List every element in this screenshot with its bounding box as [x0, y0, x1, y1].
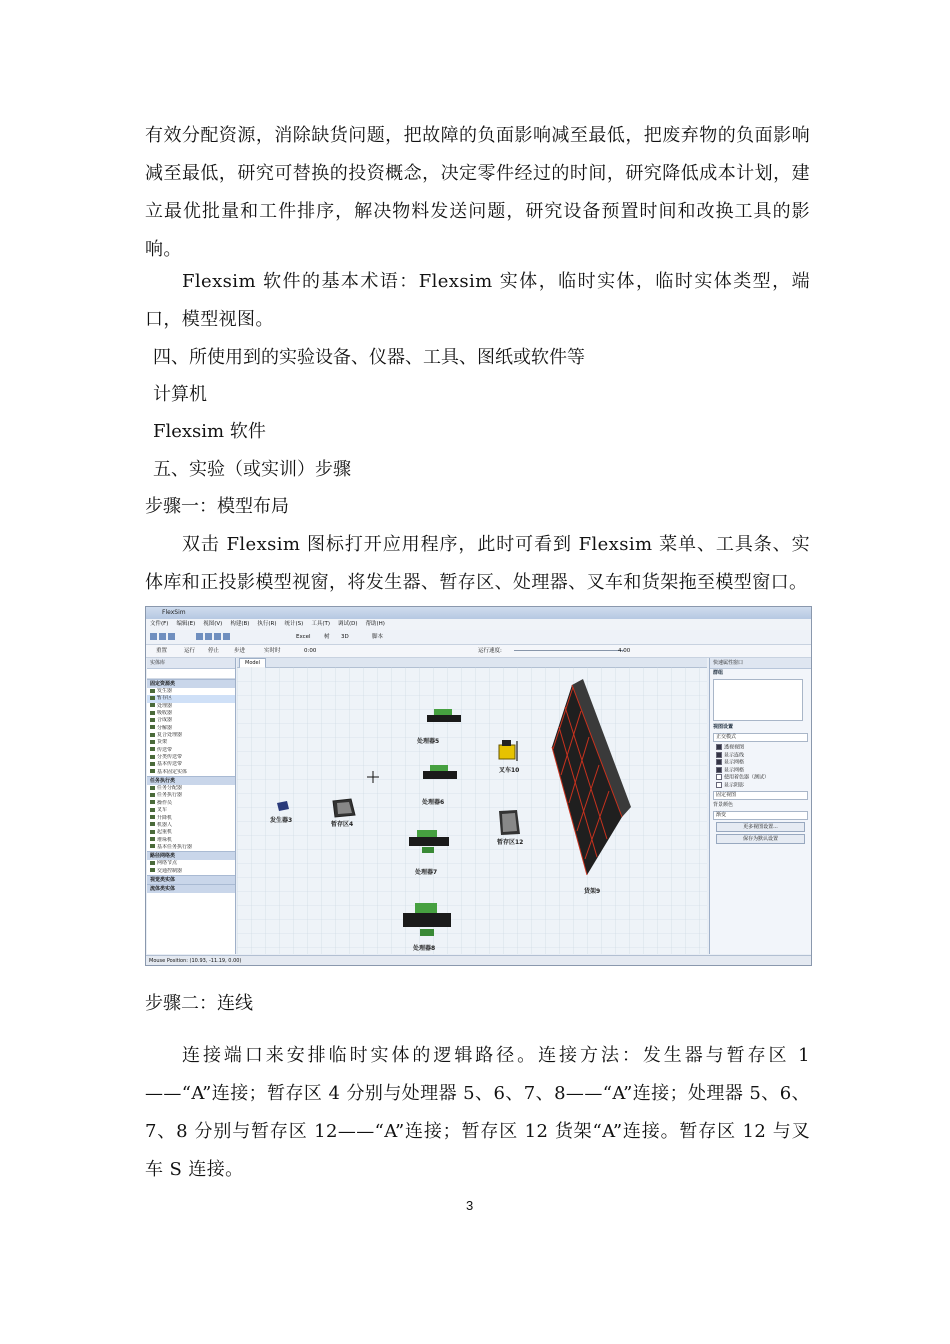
- toolbar-tree[interactable]: 树: [324, 634, 330, 640]
- toolbar: [146, 630, 811, 645]
- connect-icon[interactable]: [205, 633, 212, 640]
- view-checkbox[interactable]: [710, 774, 811, 782]
- library-item[interactable]: [147, 822, 235, 829]
- view-checkbox[interactable]: [710, 744, 811, 752]
- unchecked-box-icon[interactable]: [716, 782, 722, 788]
- view-checkbox-label: 显示连线: [724, 752, 745, 758]
- checked-box-icon[interactable]: [716, 744, 722, 750]
- view-mode-select[interactable]: 正交模式: [713, 733, 808, 742]
- library-item-label: 处理器: [157, 702, 173, 709]
- library-item[interactable]: [147, 829, 235, 836]
- library-item-icon: [150, 844, 155, 848]
- section-heading-equipment: 四、所使用到的实验设备、仪器、工具、图纸或软件等: [153, 347, 585, 368]
- run-speed-label: 运行速度:: [478, 648, 502, 654]
- library-item[interactable]: [147, 815, 235, 822]
- menu-build[interactable]: 构建(B): [230, 621, 250, 627]
- stop-button[interactable]: 停止: [208, 648, 220, 654]
- source-label: 发生器3: [270, 817, 293, 824]
- run-control-bar: [146, 645, 811, 658]
- library-item[interactable]: [147, 754, 235, 761]
- library-item[interactable]: [147, 807, 235, 814]
- run-speed-slider[interactable]: [514, 650, 624, 651]
- library-item-label: 暂存区: [157, 695, 173, 702]
- library-item-label: 叉车: [157, 807, 168, 814]
- view-checkbox-label: 显示阴影: [724, 782, 745, 788]
- library-item[interactable]: [147, 860, 235, 867]
- list-item-computer: 计算机: [153, 384, 207, 405]
- library-item-icon: [150, 793, 155, 797]
- rack-label: 货架9: [584, 888, 601, 895]
- library-item[interactable]: [147, 800, 235, 807]
- quick-properties-panel: [709, 658, 811, 954]
- library-item[interactable]: [147, 739, 235, 746]
- library-item-label: 吸收器: [157, 710, 173, 717]
- window-title: FlexSim: [162, 609, 186, 616]
- library-item-label: 发生器: [157, 688, 173, 694]
- forklift-label: 叉车10: [499, 767, 520, 774]
- model-scene[interactable]: [237, 667, 707, 954]
- library-item[interactable]: [147, 695, 235, 702]
- processor7-label: 处理器7: [415, 869, 438, 876]
- library-category[interactable]: 视觉类实体: [147, 875, 235, 884]
- library-item-icon: [150, 725, 155, 729]
- new-icon[interactable]: [150, 633, 157, 640]
- queue4-object[interactable]: [331, 799, 355, 828]
- menu-debug[interactable]: 调试(D): [337, 621, 358, 627]
- checked-box-icon[interactable]: [716, 752, 722, 758]
- group-list[interactable]: [713, 679, 803, 721]
- library-item-icon: [150, 703, 155, 707]
- view-checkboxes: [710, 744, 811, 789]
- library-item-label: 分解器: [157, 724, 173, 731]
- library-title: 实体库: [147, 658, 235, 669]
- paragraph-step1: 双击 Flexsim 图标打开应用程序，此时可看到 Flexsim 菜单、工具条、实体库和正投影模型视窗，将发生器、暂存区、处理器、叉车和货架拖至模型窗口。: [145, 534, 810, 593]
- library-item-icon: [150, 769, 155, 773]
- library-item[interactable]: [147, 688, 235, 695]
- library-item-label: 起重机: [157, 829, 173, 836]
- library-item-label: 基本任务执行器: [157, 843, 193, 850]
- library-item-icon: [150, 733, 155, 737]
- library-item-icon: [150, 718, 155, 722]
- library-item-label: 网络节点: [157, 860, 178, 867]
- queue4-label: 暂存区4: [331, 821, 354, 828]
- toolbar-3d[interactable]: 3D: [341, 634, 349, 640]
- library-item-icon: [150, 861, 155, 865]
- library-item[interactable]: [147, 732, 235, 739]
- flexsim-screenshot: [145, 606, 812, 966]
- library-item[interactable]: [147, 844, 235, 851]
- menu-tools[interactable]: 工具(T): [311, 621, 330, 627]
- library-item-label: 任务分配器: [157, 785, 183, 792]
- checked-box-icon[interactable]: [716, 759, 722, 765]
- library-item[interactable]: [147, 747, 235, 754]
- select-icon[interactable]: [196, 633, 203, 640]
- reset-button[interactable]: 重置: [156, 648, 168, 654]
- library-item-icon: [150, 868, 155, 872]
- paragraph-terms: Flexsim 软件的基本术语：Flexsim 实体，临时实体，临时实体类型，端口，模型视图。: [145, 271, 810, 330]
- library-item-label: 基本固定实体: [157, 768, 188, 775]
- library-item-label: 基本传送带: [157, 761, 183, 768]
- library-item-icon: [150, 786, 155, 790]
- view-checkbox-label: 使用着色器（测试）: [724, 774, 770, 781]
- library-item-label: 传送带: [157, 746, 173, 753]
- library-item-icon: [150, 815, 155, 819]
- list-item-software: Flexsim 软件: [153, 421, 266, 442]
- view-checkbox-label: 显示网格: [724, 767, 745, 773]
- library-category[interactable]: 路径网络类: [147, 851, 235, 860]
- processor8-label: 处理器8: [413, 945, 436, 952]
- view-checkbox-label: 透视视图: [724, 744, 745, 751]
- library-item[interactable]: [147, 717, 235, 724]
- toolbar-script[interactable]: 脚本: [372, 634, 384, 640]
- library-item[interactable]: [147, 837, 235, 844]
- library-item-icon: [150, 755, 155, 759]
- toolbar-excel[interactable]: Excel: [296, 634, 311, 640]
- library-item-icon: [150, 747, 155, 751]
- processor6-label: 处理器6: [422, 799, 445, 806]
- queue12-label: 暂存区12: [497, 839, 524, 846]
- library-category[interactable]: 固定资源类: [147, 679, 235, 688]
- library-item-label: 操作员: [157, 799, 173, 806]
- view-checkbox-label: 显示网格: [724, 759, 745, 766]
- paragraph-resources: 有效分配资源，消除缺货问题，把故障的负面影响减至最低，把废弃物的负面影响减至最低，研究可替换的投资概念，决定零件经过的时间，研究降低成本计划，建立最优批量和工件排序，解决物料发送问题，研究设备预置时间和改换工具的影响。: [145, 125, 810, 260]
- library-category[interactable]: 任务执行类: [147, 776, 235, 785]
- library-item-icon: [150, 837, 155, 841]
- library-item[interactable]: [147, 868, 235, 875]
- save-icon[interactable]: [168, 633, 175, 640]
- library-item-icon: [150, 808, 155, 812]
- library-list: [147, 679, 235, 893]
- menu-execute[interactable]: 执行(R): [257, 621, 277, 627]
- view-checkbox[interactable]: [710, 767, 811, 775]
- library-item[interactable]: [147, 792, 235, 799]
- menu-statistics[interactable]: 统计(S): [284, 621, 304, 627]
- library-item[interactable]: [147, 710, 235, 717]
- unchecked-box-icon[interactable]: [716, 774, 722, 780]
- color-icon[interactable]: [223, 633, 230, 640]
- library-item-label: 升降机: [157, 814, 173, 821]
- library-item-label: 合成器: [157, 717, 173, 724]
- processor5-label: 处理器5: [417, 738, 440, 745]
- menu-edit[interactable]: 编辑(E): [176, 621, 196, 627]
- step2-title: 步骤二：连线: [145, 993, 253, 1014]
- run-time-value: 0:00: [304, 648, 317, 654]
- run-button[interactable]: 运行: [184, 648, 196, 654]
- run-speed-value: 4.00: [618, 648, 631, 654]
- view-checkbox[interactable]: [710, 759, 811, 767]
- more-view-settings-button[interactable]: 更多视图设置...: [716, 822, 805, 832]
- page-number: 3: [466, 1198, 474, 1213]
- section-heading-steps: 五、实验（或实训）步骤: [153, 459, 351, 480]
- library-category[interactable]: 流体类实体: [147, 884, 235, 893]
- library-filter[interactable]: [147, 669, 235, 679]
- library-item-icon: [150, 740, 155, 744]
- library-item-label: 机器人: [157, 821, 173, 828]
- library-item[interactable]: [147, 761, 235, 768]
- library-item-label: 堆垛机: [157, 836, 173, 843]
- background-select[interactable]: 渐变: [713, 811, 808, 820]
- library-item[interactable]: [147, 769, 235, 776]
- library-item-label: 货架: [157, 739, 168, 746]
- library-item[interactable]: [147, 785, 235, 792]
- library-item-label: 分类传送带: [157, 754, 183, 761]
- library-item-icon: [150, 822, 155, 826]
- status-bar: Mouse Position: (10.93, -11.19, 0.00): [146, 955, 811, 965]
- library-item-label: 复合处理器: [157, 732, 183, 739]
- checked-box-icon[interactable]: [716, 767, 722, 773]
- view-checkbox[interactable]: [710, 752, 811, 760]
- library-panel: [147, 658, 236, 954]
- properties-title: 快速属性窗口: [710, 658, 811, 669]
- step1-title: 步骤一：模型布局: [145, 496, 289, 517]
- model-viewport[interactable]: [237, 658, 707, 954]
- library-item-icon: [150, 711, 155, 715]
- forklift-object[interactable]: [499, 740, 519, 774]
- library-item-label: 任务执行器: [157, 792, 183, 799]
- paragraph-step2: 连接端口来安排临时实体的逻辑路径。连接方法：发生器与暂存区 1——“A”连接；暂存区 4 分别与处理器 5、6、7、8——“A”连接；处理器 5、6、7、8 分别与暂存区 12——“A”连接；暂存区 12 货架“A”连接。暂存区 12 与叉车 S 连接。: [145, 1045, 810, 1180]
- menu-bar: [146, 619, 811, 630]
- view-select[interactable]: 固定视图: [713, 791, 808, 800]
- library-item-icon: [150, 696, 155, 700]
- window-titlebar: [146, 607, 811, 619]
- background-label: 背景颜色: [713, 802, 734, 808]
- open-icon[interactable]: [159, 633, 166, 640]
- menu-view[interactable]: 视图(V): [203, 621, 223, 627]
- run-time-label: 实时时: [264, 648, 281, 654]
- menu-file[interactable]: 文件(F): [150, 621, 169, 627]
- view-checkbox[interactable]: [710, 782, 811, 790]
- view-settings-section[interactable]: 视图设置: [713, 724, 734, 730]
- library-item-icon: [150, 689, 155, 693]
- library-item-icon: [150, 830, 155, 834]
- group-section[interactable]: 群组: [713, 670, 724, 676]
- library-item-label: 交通控制器: [157, 867, 183, 874]
- step-button[interactable]: 步进: [234, 648, 246, 654]
- library-item-icon: [150, 762, 155, 766]
- tab-model[interactable]: Model: [239, 658, 266, 668]
- disconnect-icon[interactable]: [214, 633, 221, 640]
- library-item[interactable]: [147, 703, 235, 710]
- library-item-icon: [150, 800, 155, 804]
- save-default-button[interactable]: 保存为默认设置: [716, 834, 805, 844]
- library-item[interactable]: [147, 725, 235, 732]
- menu-help[interactable]: 帮助(H): [365, 621, 385, 627]
